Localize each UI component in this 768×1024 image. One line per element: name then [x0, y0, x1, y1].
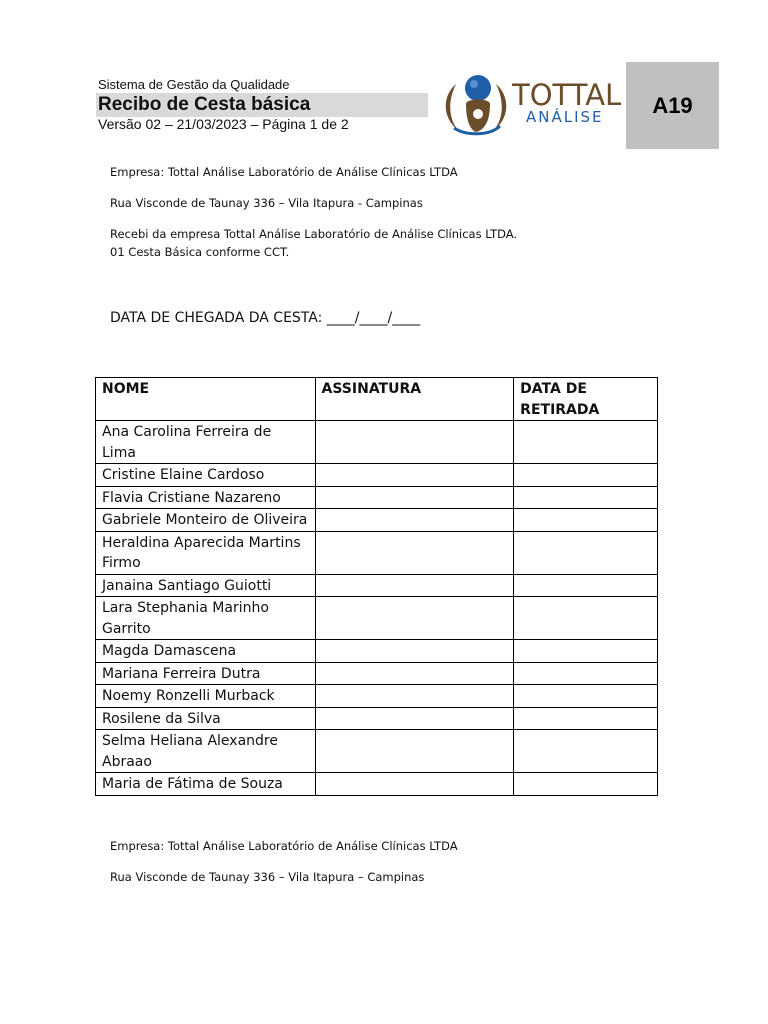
- recipient-name: Magda Damascena: [96, 640, 316, 663]
- header-signature: ASSINATURA: [315, 378, 514, 421]
- table-row: [96, 730, 658, 773]
- recipient-name: Maria de Fátima de Souza: [96, 773, 316, 796]
- pickup-date-cell: [514, 421, 658, 464]
- pickup-date-cell: [514, 685, 658, 708]
- table-row: [96, 773, 658, 796]
- recipients-table: [95, 377, 658, 796]
- pickup-date-cell: [514, 486, 658, 509]
- header-name: NOME: [96, 378, 316, 421]
- footer-company: Empresa: Tottal Análise Laboratório de Análise Clínicas LTDA: [110, 839, 458, 853]
- intro-address: Rua Visconde de Taunay 336 – Vila Itapura - Campinas: [110, 196, 423, 210]
- version-line: Versão 02 – 21/03/2023 – Página 1 de 2: [98, 116, 349, 132]
- signature-cell: [315, 464, 514, 487]
- table-row: [96, 662, 658, 685]
- recipient-name: Noemy Ronzelli Murback: [96, 685, 316, 708]
- footer-address: Rua Visconde de Taunay 336 – Vila Itapura – Campinas: [110, 870, 425, 884]
- document-title: Recibo de Cesta básica: [98, 94, 311, 115]
- signature-cell: [315, 509, 514, 532]
- signature-cell: [315, 421, 514, 464]
- intro-item: 01 Cesta Básica conforme CCT.: [110, 245, 290, 259]
- recipient-name: Rosilene da Silva: [96, 707, 316, 730]
- pickup-date-cell: [514, 773, 658, 796]
- signature-cell: [315, 685, 514, 708]
- pickup-date-cell: [514, 574, 658, 597]
- signature-cell: [315, 597, 514, 640]
- pickup-date-cell: [514, 597, 658, 640]
- table-row: [96, 640, 658, 663]
- table-row: [96, 597, 658, 640]
- recipient-name: Ana Carolina Ferreira de Lima: [96, 421, 316, 464]
- table-row: [96, 707, 658, 730]
- signature-cell: [315, 707, 514, 730]
- pickup-date-cell: [514, 509, 658, 532]
- document-code: A19: [652, 92, 693, 118]
- pickup-date-cell: [514, 662, 658, 685]
- signature-cell: [315, 662, 514, 685]
- pickup-date-cell: [514, 464, 658, 487]
- recipient-name: Flavia Cristiane Nazareno: [96, 486, 316, 509]
- signature-cell: [315, 773, 514, 796]
- table-header-row: [96, 378, 658, 421]
- recipient-name: Janaina Santiago Guiotti: [96, 574, 316, 597]
- signature-cell: [315, 531, 514, 574]
- pickup-date-cell: [514, 730, 658, 773]
- table-row: [96, 464, 658, 487]
- table-row: [96, 421, 658, 464]
- table-row: [96, 685, 658, 708]
- signature-cell: [315, 730, 514, 773]
- pickup-date-cell: [514, 640, 658, 663]
- arrival-date-field: DATA DE CHEGADA DA CESTA: ____/____/____: [110, 310, 421, 326]
- logo-name: TOTTAL: [512, 78, 622, 112]
- recipient-name: Gabriele Monteiro de Oliveira: [96, 509, 316, 532]
- logo-subtitle: ANÁLISE: [526, 108, 604, 126]
- pickup-date-cell: [514, 531, 658, 574]
- recipient-name: Heraldina Aparecida Martins Firmo: [96, 531, 316, 574]
- table-row: [96, 509, 658, 532]
- table-row: [96, 574, 658, 597]
- document-code-box: [626, 62, 719, 149]
- table-row: [96, 486, 658, 509]
- recipient-name: Cristine Elaine Cardoso: [96, 464, 316, 487]
- signature-cell: [315, 574, 514, 597]
- signature-cell: [315, 486, 514, 509]
- system-name: Sistema de Gestão da Qualidade: [98, 77, 290, 92]
- table-row: [96, 531, 658, 574]
- recipient-name: Selma Heliana Alexandre Abraao: [96, 730, 316, 773]
- intro-company: Empresa: Tottal Análise Laboratório de Análise Clínicas LTDA: [110, 165, 458, 179]
- recipient-name: Mariana Ferreira Dutra: [96, 662, 316, 685]
- pickup-date-cell: [514, 707, 658, 730]
- recipient-name: Lara Stephania Marinho Garrito: [96, 597, 316, 640]
- signature-cell: [315, 640, 514, 663]
- header-pickup-date: DATA DE RETIRADA: [514, 378, 658, 421]
- intro-received: Recebi da empresa Tottal Análise Laboratório de Análise Clínicas LTDA.: [110, 227, 518, 241]
